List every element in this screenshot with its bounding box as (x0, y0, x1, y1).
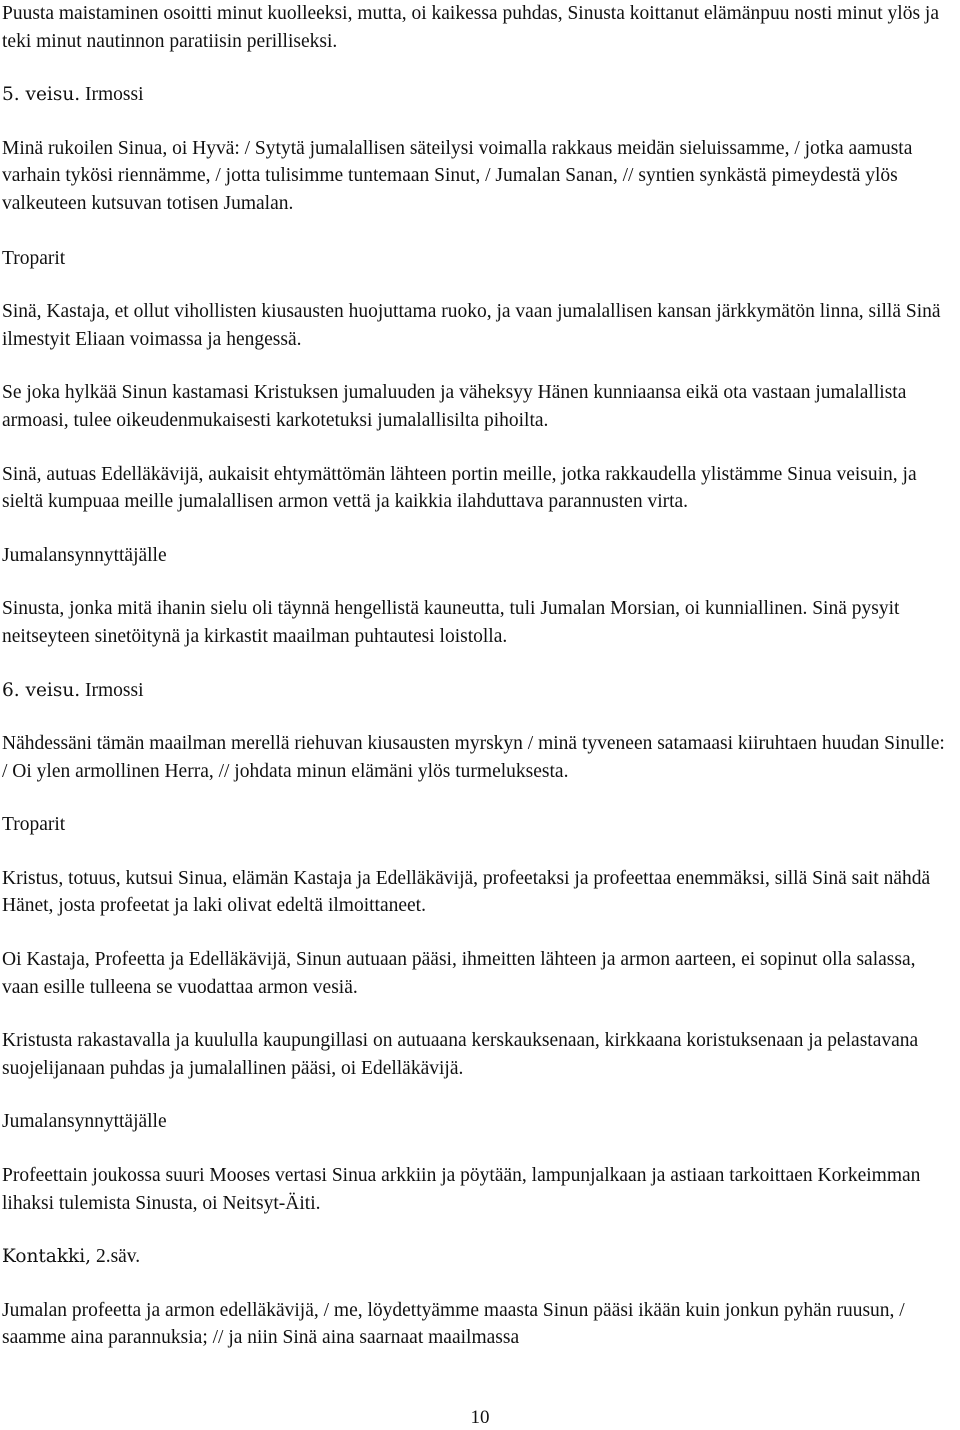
paragraph-troparion-5: Oi Kastaja, Profeetta ja Edelläkävijä, Sinun autuaan pääsi, ihmeitten lähteen ja armon aarteen, ei sopinut olla salassa, vaan esille tulleena se vuodattaa armon vesiä. (2, 949, 916, 998)
paragraph-opening: Puusta maistaminen osoitti minut kuolleeksi, mutta, oi kaikessa puhdas, Sinusta koittanut elämänpuu nosti minut ylös ja teki minut nautinnon paratiisin perilliseksi. (2, 3, 939, 52)
heading-rest: Irmossi (80, 679, 144, 701)
heading-lead: Kontakki, (2, 1246, 92, 1268)
heading-jumalansynnyttajalle-2 (2, 1108, 952, 1136)
heading-lead: 6. veisu. (2, 679, 81, 701)
heading-troparit-1 (2, 245, 952, 273)
heading-rest: Troparit (2, 814, 66, 836)
heading-kontakki (2, 1243, 952, 1271)
paragraph-theotokion-2: Profeettain joukossa suuri Mooses vertasi Sinua arkkiin ja pöytään, lampunjalkaan ja astiaan tarkoittaen Korkeimman lihaksi tulemista Sinusta, oi Neitsyt-Äiti. (2, 1165, 921, 1214)
paragraph-troparion-6: Kristusta rakastavalla ja kuululla kaupungillasi on autuaana kerskauksenaan, kirkkaana koristuksenaan ja pelastavana suojelijanaan puhdas ja jumalallinen pääsi, oi Edelläkävijä. (2, 1030, 919, 1079)
heading-rest: 2.säv. (91, 1246, 141, 1268)
heading-rest: Jumalansynnyttäjälle (2, 1111, 167, 1133)
heading-lead: 5. veisu. (2, 84, 81, 106)
heading-6-veisu-irmossi (2, 677, 952, 705)
paragraph-troparion-4: Kristus, totuus, kutsui Sinua, elämän Kastaja ja Edelläkävijä, profeetaksi ja profeettaa enemmäksi, sillä Sinä sait nähdä Hänet, josta profeetat ja laki olivat edeltä ilmoittaneet. (2, 867, 931, 917)
paragraph-theotokion-1: Sinusta, jonka mitä ihanin sielu oli täynnä hengellistä kauneutta, tuli Jumalan Morsian, oi kunniallinen. Sinä pysyit neitseyteen sinetöitynä ja kirkastit maailman puhtautesi loistolla. (2, 598, 900, 647)
paragraph-kontakion: Jumalan profeetta ja armon edelläkävijä, / me, löydettyämme maasta Sinun pääsi ikään kuin jonkun pyhän ruusun, / saamme aina parannuksia; // ja niin Sinä aina saarnaat maailmassa (2, 1299, 905, 1349)
paragraph-troparion-3: Sinä, autuas Edelläkävijä, aukaisit ehtymättömän lähteen portin meille, jotka rakkaudella ylistämme Sinua veisuin, ja sieltä kumpuaa meille jumalallisen armon vettä ja kaikkia ilahduttava parannusten virta. (2, 463, 917, 513)
heading-rest: Troparit (2, 247, 66, 269)
heading-rest: Irmossi (80, 84, 144, 106)
paragraph-irmossi-5: Minä rukoilen Sinua, oi Hyvä: / Sytytä jumalallisen säteilysi voimalla rakkaus meidän sieluissamme, / jotka aamusta varhain tykösi riennämme, / jotta tulisimme tuntemaan Sinut, / Jumalan Sanan, // syntien synkästä pimeydestä ylös valkeuteen kutsuvan totisen Jumalan. (2, 137, 913, 214)
paragraph-irmossi-6: Nähdessäni tämän maailman merellä riehuvan kiusausten myrskyn / minä tyveneen satamaasi kiiruhtaen huudan Sinulle: / Oi ylen armollinen Herra, // johdata minun elämäni ylös turmeluksesta. (2, 733, 945, 782)
document-page (2, 0, 952, 1352)
heading-jumalansynnyttajalle-1 (2, 542, 952, 570)
heading-5-veisu-irmossi (2, 81, 952, 109)
paragraph-troparion-2: Se joka hylkää Sinun kastamasi Kristuksen jumaluuden ja väheksyy Hänen kunniaansa eikä ota vastaan jumalallista armoasi, tulee oikeudenmukaisesti karkotetuksi jumalallisilta pihoilta. (2, 382, 907, 431)
heading-troparit-2 (2, 811, 952, 839)
page-number: 10 (470, 1407, 490, 1428)
paragraph-troparion-1: Sinä, Kastaja, et ollut vihollisten kiusausten huojuttama ruoko, ja vaan jumalallisen kansan järkkymätön linna, sillä Sinä ilmestyit Eliaan voimassa ja hengessä. (2, 301, 941, 350)
heading-rest: Jumalansynnyttäjälle (2, 544, 167, 566)
